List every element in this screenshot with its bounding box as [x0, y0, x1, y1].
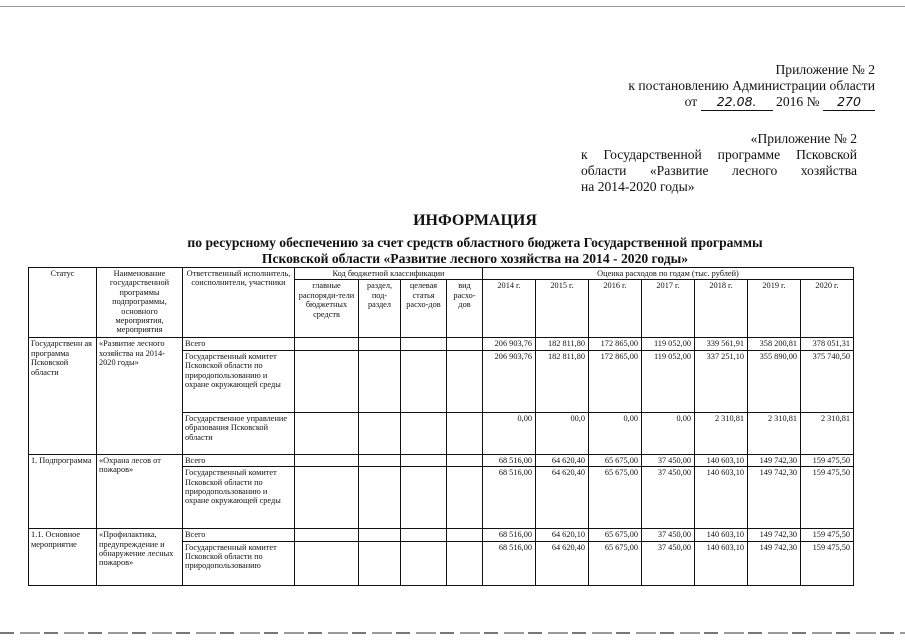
cell-name: «Профилактика, предупреждение и обнаружение лесных пожаров» [97, 529, 183, 585]
cell-code [295, 467, 359, 529]
cell-value: 2 310,81 [695, 412, 748, 454]
header-year: 2016 г. [589, 280, 642, 338]
cell-executor: Всего [183, 454, 295, 466]
cell-name: «Развитие лесного хозяйства на 2014-2020 годы» [97, 338, 183, 454]
cell-value: 159 475,50 [801, 454, 854, 466]
cell-value: 337 251,10 [695, 350, 748, 412]
cell-code [295, 529, 359, 541]
appendix-decree-line: к постановлению Администрации области [628, 78, 875, 93]
cell-value: 65 675,00 [589, 454, 642, 466]
header-year: 2018 г. [695, 280, 748, 338]
cell-value: 206 903,76 [483, 338, 536, 350]
cell-code [447, 454, 483, 466]
resource-table [28, 267, 854, 586]
cell-value: 119 052,00 [642, 350, 695, 412]
header-year: 2014 г. [483, 280, 536, 338]
handwritten-number: 270 [823, 94, 875, 111]
appendix2-title: «Приложение № 2 [750, 131, 857, 146]
cell-code [401, 412, 447, 454]
header-year: 2017 г. [642, 280, 695, 338]
cell-value: 159 475,50 [801, 541, 854, 585]
cell-status: 1. Подпрограмма [29, 454, 97, 528]
cell-value: 140 603,10 [695, 541, 748, 585]
cell-value: 65 675,00 [589, 541, 642, 585]
year-number-label: 2016 № [776, 94, 820, 109]
cell-value: 355 890,00 [748, 350, 801, 412]
cell-value: 37 450,00 [642, 454, 695, 466]
cell-value: 64 620,40 [536, 541, 589, 585]
header-estimate-group: Оценка расходов по годам (тыс. рублей) [483, 268, 854, 280]
header-code-type: вид расхо-дов [447, 280, 483, 338]
cell-executor: Всего [183, 529, 295, 541]
header-code-group: Код бюджетной классификации [295, 268, 483, 280]
cell-executor: Государственный комитет Псковской области по природопользованию и охране окружающей среды [183, 467, 295, 529]
cell-value: 339 561,91 [695, 338, 748, 350]
cell-value: 182 811,80 [536, 338, 589, 350]
cell-code [295, 541, 359, 585]
cell-code [295, 412, 359, 454]
cell-code [447, 541, 483, 585]
cell-value: 149 742,30 [748, 541, 801, 585]
cell-code [447, 350, 483, 412]
cell-value: 375 740,50 [801, 350, 854, 412]
cell-value: 140 603,10 [695, 529, 748, 541]
cell-value: 68 516,00 [483, 529, 536, 541]
cell-value: 64 620,10 [536, 529, 589, 541]
cell-code [447, 529, 483, 541]
cell-name: «Охрана лесов от пожаров» [97, 454, 183, 528]
cell-value: 65 675,00 [589, 467, 642, 529]
cell-code [359, 412, 401, 454]
cell-value: 159 475,50 [801, 467, 854, 529]
cell-value: 2 310,81 [801, 412, 854, 454]
cell-code [401, 454, 447, 466]
cell-value: 172 865,00 [589, 338, 642, 350]
appendix2-line2: области «Развитие лесного хозяйства [581, 163, 857, 178]
document-subtitle-line2: Псковской области «Развитие лесного хозяйства на 2014 - 2020 годы» [261, 251, 689, 266]
cell-executor: Всего [183, 338, 295, 350]
cell-value: 149 742,30 [748, 467, 801, 529]
cell-code [447, 467, 483, 529]
cell-code [401, 529, 447, 541]
cell-code [401, 338, 447, 350]
cell-value: 68 516,00 [483, 467, 536, 529]
cell-value: 0,00 [483, 412, 536, 454]
header-year: 2019 г. [748, 280, 801, 338]
cell-value: 37 450,00 [642, 529, 695, 541]
cell-value: 119 052,00 [642, 338, 695, 350]
cell-value: 172 865,00 [589, 350, 642, 412]
cell-code [295, 350, 359, 412]
cell-value: 159 475,50 [801, 529, 854, 541]
document-title: ИНФОРМАЦИЯ [413, 212, 537, 229]
cell-status: Государственн ая программа Псковской области [29, 338, 97, 454]
table-row [29, 338, 854, 350]
cell-value: 140 603,10 [695, 467, 748, 529]
cell-code [359, 467, 401, 529]
header-code-section: раздел, под-раздел [359, 280, 401, 338]
header-year: 2020 г. [801, 280, 854, 338]
scan-edge-bottom [0, 632, 905, 634]
appendix2-line3: на 2014-2020 годы» [581, 179, 695, 194]
cell-code [359, 541, 401, 585]
appendix-title: Приложение № 2 [775, 62, 875, 77]
cell-code [295, 338, 359, 350]
cell-code [401, 541, 447, 585]
scan-edge-top [0, 6, 905, 7]
cell-executor: Государственный комитет Псковской области по природопользованию и охране окружающей среды [183, 350, 295, 412]
header-name: Наименование государственной программы подпрограммы, основного мероприятия, мероприятия [97, 268, 183, 338]
cell-value: 68 516,00 [483, 541, 536, 585]
cell-value: 37 450,00 [642, 467, 695, 529]
appendix2-line1: к Государственной программе Псковской [581, 147, 857, 162]
cell-code [295, 454, 359, 466]
cell-value: 65 675,00 [589, 529, 642, 541]
cell-code [401, 467, 447, 529]
cell-value: 37 450,00 [642, 541, 695, 585]
cell-code [447, 412, 483, 454]
cell-code [401, 350, 447, 412]
cell-code [359, 454, 401, 466]
cell-value: 358 200,81 [748, 338, 801, 350]
cell-executor: Государственный комитет Псковской области по природопользованию [183, 541, 295, 585]
cell-value: 206 903,76 [483, 350, 536, 412]
cell-status: 1.1. Основное мероприятие [29, 529, 97, 585]
document-subtitle-line1: по ресурсному обеспечению за счет средств областного бюджета Государственной программы [187, 235, 763, 250]
cell-code [447, 338, 483, 350]
appendix-block-decree [585, 62, 875, 111]
cell-value: 00,0 [536, 412, 589, 454]
cell-value: 182 811,80 [536, 350, 589, 412]
header-status: Статус [29, 268, 97, 338]
date-prefix: от [684, 94, 698, 109]
header-code-main: главные распоряди-тели бюджетных средств [295, 280, 359, 338]
appendix-date-line [585, 94, 875, 111]
cell-value: 64 620,40 [536, 454, 589, 466]
header-executor: Ответственный исполнитель, соисполнители, участники [183, 268, 295, 338]
cell-value: 64 620,40 [536, 467, 589, 529]
cell-value: 149 742,30 [748, 529, 801, 541]
table-row [29, 529, 854, 541]
appendix-block-program [581, 131, 857, 195]
cell-value: 2 310,81 [748, 412, 801, 454]
cell-value: 0,00 [642, 412, 695, 454]
cell-value: 140 603,10 [695, 454, 748, 466]
cell-code [359, 529, 401, 541]
header-year: 2015 г. [536, 280, 589, 338]
cell-value: 378 051,31 [801, 338, 854, 350]
cell-executor: Государственное управление образования Псковской области [183, 412, 295, 454]
cell-value: 149 742,30 [748, 454, 801, 466]
handwritten-date: 22.08. [701, 94, 773, 111]
header-code-target: целевая статья расхо-дов [401, 280, 447, 338]
cell-value: 0,00 [589, 412, 642, 454]
cell-code [359, 338, 401, 350]
cell-value: 68 516,00 [483, 454, 536, 466]
table-row [29, 454, 854, 466]
cell-code [359, 350, 401, 412]
